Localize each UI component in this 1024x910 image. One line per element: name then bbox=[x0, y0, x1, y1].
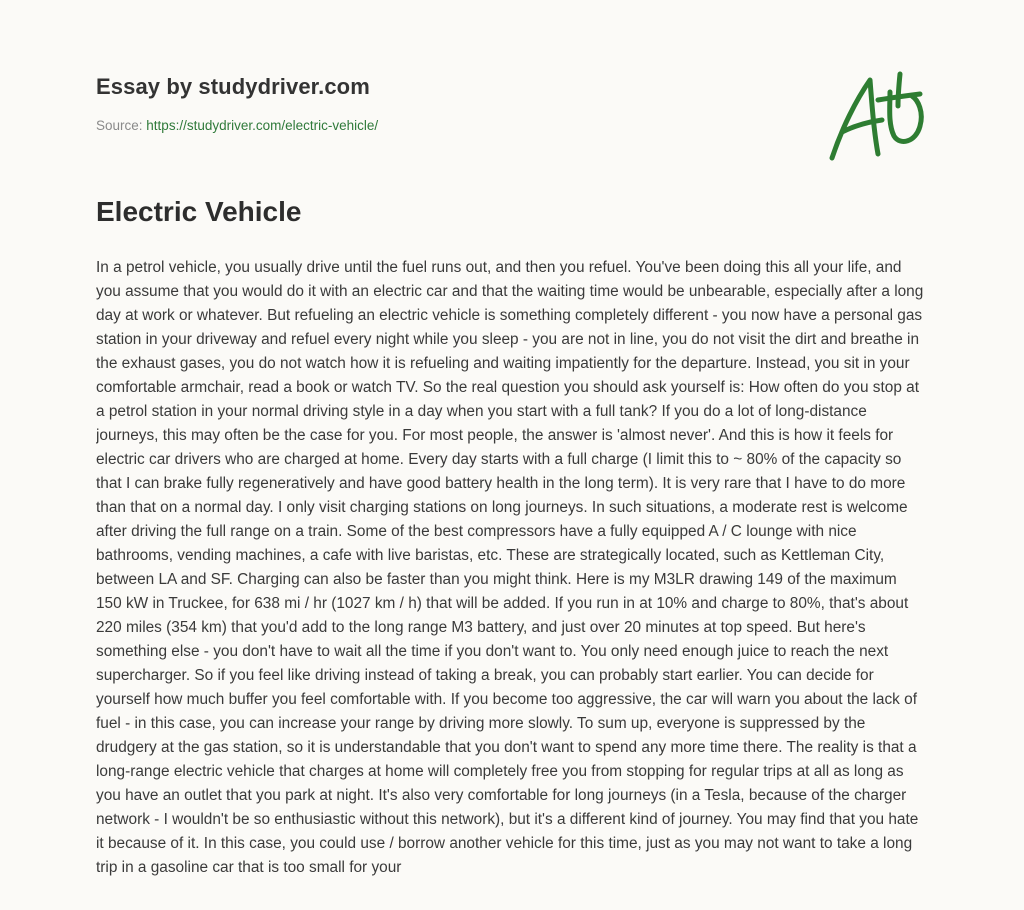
essay-body: In a petrol vehicle, you usually drive until the fuel runs out, and then you refuel. You've been doing this all your life, and you assume that you would do it with an electric car and that the waiting time would be unbearable, especially after a long day at work or whatever. But refueling an electric vehicle is something completely different - you now have a personal gas station in your driveway and refuel every night while you sleep - you are not in line, you do not visit the dirt and breathe in the exhaust gases, you do not watch how it is refueling and waiting impatiently for the departure. Instead, you sit in your comfortable armchair, read a book or watch TV. So the real question you should ask yourself is: How often do you stop at a petrol station in your normal driving style in a day when you start with a full tank? If you do a lot of long-distance journeys, this may often be the case for you. For most people, the answer is 'almost never'. And this is how it feels for electric car drivers who are charged at home. Every day starts with a full charge (I limit this to ~ 80% of the capacity so that I can brake fully regeneratively and have good battery health in the long term). It is very rare that I have to do more than that on a normal day. I only visit charging stations on long journeys. In such situations, a moderate rest is welcome after driving the full range on a train. Some of the best compressors have a fully equipped A / C lounge with nice bathrooms, vending machines, a cafe with live baristas, etc. These are strategically located, such as Kettleman City, between LA and SF. Charging can also be faster than you might think. Here is my M3LR drawing 149 of the maximum 150 kW in Truckee, for 638 mi / hr (1027 km / h) that will be added. If you run in at 10% and charge to 80%, that's about 220 miles (354 km) that you'd add to the long range M3 battery, and just over 20 minutes at top speed. But here's something else - you don't have to wait all the time if you don't want to. You only need enough juice to reach the next supercharger. So if you feel like driving instead of taking a break, you can probably start earlier. You can decide for yourself how much buffer you feel comfortable with. If you become too aggressive, the car will warn you about the lack of fuel - in this case, you can increase your range by driving more slowly. To sum up, everyone is suppressed by the drudgery at the gas station, so it is understandable that you don't want to spend any more time there. The reality is that a long-range electric vehicle that charges at home will completely free you from stopping for regular trips at all as long as you have an outlet that you park at night. It's also very comfortable for long journeys (in a Tesla, because of the charger network - I wouldn't be so enthusiastic without this network), but it's a different kind of journey. You may find that you hate it because of it. In this case, you could use / borrow another vehicle for this time, just as you may not want to take a long trip in a gasoline car that is too small for your bbox=[96, 259, 924, 876]
source-line bbox=[96, 118, 916, 133]
essay-title: Electric Vehicle bbox=[96, 196, 302, 227]
source-label: Source: bbox=[96, 118, 143, 133]
page-header bbox=[96, 74, 916, 133]
source-link[interactable]: https://studydriver.com/electric-vehicle/ bbox=[146, 118, 379, 133]
site-title: Essay by studydriver.com bbox=[96, 74, 370, 99]
a-plus-logo-icon bbox=[820, 66, 930, 166]
